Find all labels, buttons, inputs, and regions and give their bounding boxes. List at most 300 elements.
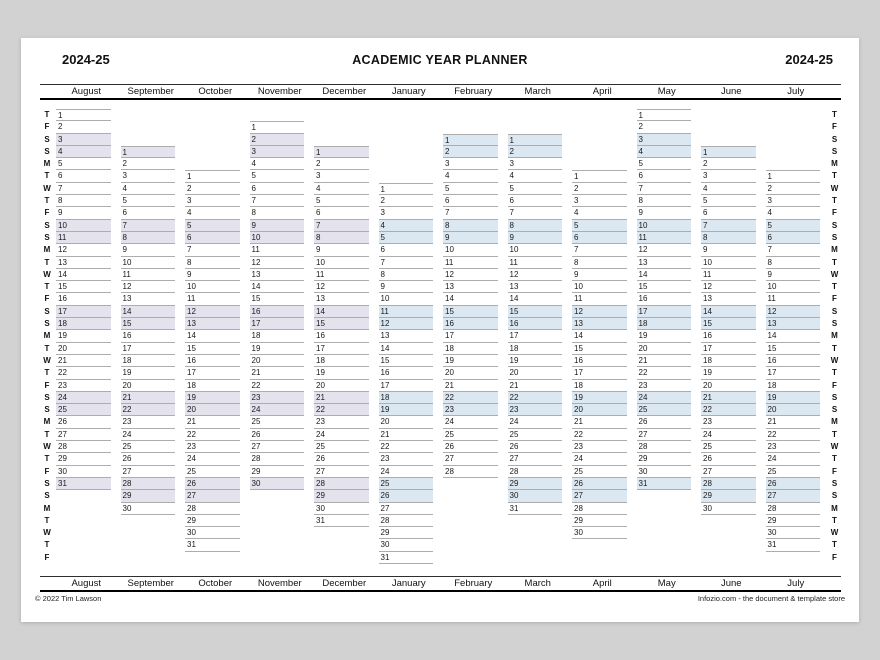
date-cell (506, 269, 571, 281)
date-cell (183, 478, 248, 490)
date-cell (54, 478, 119, 490)
date-number: 5 (638, 159, 643, 169)
date-cell (119, 367, 184, 379)
date-cell (54, 109, 119, 121)
date-number: 28 (187, 503, 196, 513)
day-letter-left: F (44, 466, 50, 476)
date-cell (441, 134, 506, 146)
date-cell (119, 232, 184, 244)
date-number: 1 (316, 147, 321, 157)
date-cell (506, 367, 571, 379)
date-cell (506, 220, 571, 232)
date-number: 30 (380, 540, 390, 550)
date-number: 1 (767, 172, 772, 182)
date-cell (570, 306, 635, 318)
date-number: 14 (445, 294, 454, 304)
date-cell (54, 220, 119, 232)
month-header-august: August (71, 578, 102, 589)
date-cell (183, 453, 248, 465)
date-cell (764, 195, 829, 207)
date-number: 8 (251, 208, 256, 218)
date-cell (54, 453, 119, 465)
date-number: 22 (767, 429, 777, 439)
date-number: 5 (509, 183, 514, 193)
day-letter-left: F (44, 294, 50, 304)
date-cell (377, 293, 442, 305)
day-letter-right: M (831, 417, 838, 427)
date-number: 26 (380, 491, 390, 501)
date-cell (54, 343, 119, 355)
date-number: 12 (380, 319, 390, 329)
date-cell (248, 539, 313, 551)
day-letter-left: T (44, 540, 50, 550)
date-number: 7 (445, 208, 450, 218)
day-letter-right: T (832, 110, 837, 119)
date-cell (635, 490, 700, 502)
day-letter-right: T (832, 368, 837, 378)
date-number: 5 (445, 183, 450, 193)
date-cell (248, 478, 313, 490)
date-number: 9 (509, 232, 514, 242)
date-number: 19 (380, 405, 390, 415)
date-cell (441, 429, 506, 441)
date-cell (119, 146, 184, 158)
date-cell (248, 429, 313, 441)
date-number: 4 (445, 171, 450, 181)
date-number: 19 (187, 392, 196, 402)
date-cell (764, 109, 829, 121)
date-number: 13 (122, 294, 132, 304)
date-number: 15 (509, 306, 519, 316)
date-cell (506, 281, 571, 293)
date-number: 3 (767, 196, 772, 206)
date-cell (248, 490, 313, 502)
date-cell (699, 392, 764, 404)
date-cell (312, 121, 377, 133)
date-cell (764, 158, 829, 170)
date-number: 2 (187, 183, 192, 193)
date-number: 21 (316, 392, 325, 402)
date-number: 15 (445, 306, 454, 316)
date-number: 30 (703, 503, 712, 513)
date-cell (54, 503, 119, 515)
date-number: 2 (380, 196, 385, 206)
date-number: 12 (316, 282, 325, 292)
date-cell (54, 490, 119, 502)
date-number: 4 (509, 171, 514, 181)
date-cell (570, 146, 635, 158)
date-number: 14 (58, 269, 67, 279)
day-letter-left: M (43, 331, 51, 341)
day-letter-right: T (832, 515, 837, 525)
day-letter-right: W (830, 269, 839, 279)
date-number: 19 (703, 368, 712, 378)
date-number: 18 (58, 319, 67, 329)
date-cell (183, 109, 248, 121)
date-cell (119, 306, 184, 318)
date-number: 17 (767, 368, 777, 378)
date-cell (699, 355, 764, 367)
date-cell (248, 281, 313, 293)
date-cell (764, 207, 829, 219)
date-number: 8 (638, 196, 643, 206)
date-number: 29 (638, 454, 648, 464)
date-number: 11 (638, 232, 647, 242)
date-number: 25 (58, 405, 67, 415)
date-cell (699, 293, 764, 305)
date-cell (764, 429, 829, 441)
date-number: 20 (638, 343, 648, 353)
date-cell (699, 490, 764, 502)
date-number: 8 (187, 257, 192, 267)
date-cell (570, 158, 635, 170)
date-number: 24 (703, 429, 712, 439)
date-cell (377, 392, 442, 404)
date-cell (119, 220, 184, 232)
date-number: 9 (574, 269, 579, 279)
date-cell (441, 343, 506, 355)
date-cell (441, 416, 506, 428)
date-cell (441, 453, 506, 465)
date-cell (248, 293, 313, 305)
date-cell (183, 539, 248, 551)
date-cell (312, 552, 377, 564)
date-cell (119, 183, 184, 195)
date-cell (119, 453, 184, 465)
date-cell (441, 367, 506, 379)
date-cell (312, 367, 377, 379)
date-number: 25 (380, 478, 390, 488)
date-number: 19 (251, 343, 261, 353)
date-cell (248, 380, 313, 392)
date-cell (506, 306, 571, 318)
date-number: 20 (509, 368, 519, 378)
date-cell (635, 195, 700, 207)
date-number: 25 (122, 442, 132, 452)
date-cell (699, 343, 764, 355)
date-cell (441, 257, 506, 269)
date-number: 2 (509, 146, 514, 156)
date-number: 24 (574, 454, 583, 464)
date-cell (635, 478, 700, 490)
date-number: 27 (638, 429, 648, 439)
date-cell (248, 158, 313, 170)
date-cell (506, 293, 571, 305)
date-cell (764, 527, 829, 539)
date-cell (183, 515, 248, 527)
day-letter-right: F (832, 294, 837, 304)
date-number: 18 (316, 355, 325, 365)
date-cell (183, 503, 248, 515)
date-cell (699, 539, 764, 551)
date-cell (377, 478, 442, 490)
date-number: 6 (122, 208, 127, 218)
date-number: 13 (638, 257, 648, 267)
day-letter-left: T (44, 196, 50, 206)
date-cell (441, 158, 506, 170)
date-cell (635, 453, 700, 465)
date-number: 3 (445, 159, 450, 169)
day-letter-left: W (43, 183, 51, 193)
date-cell (506, 503, 571, 515)
date-cell (699, 318, 764, 330)
date-cell (312, 220, 377, 232)
date-cell (54, 318, 119, 330)
date-cell (54, 281, 119, 293)
date-number: 7 (187, 245, 192, 255)
date-cell (183, 293, 248, 305)
date-cell (635, 158, 700, 170)
date-cell (570, 330, 635, 342)
date-number: 16 (251, 306, 261, 316)
date-cell (312, 343, 377, 355)
date-number: 8 (703, 232, 708, 242)
date-number: 24 (638, 392, 648, 402)
date-number: 18 (187, 380, 196, 390)
date-cell (764, 466, 829, 478)
date-number: 23 (574, 442, 583, 452)
date-cell (119, 207, 184, 219)
date-cell (119, 257, 184, 269)
date-number: 22 (703, 405, 712, 415)
month-header-row-top (40, 86, 841, 97)
date-cell (506, 441, 571, 453)
month-header-april: April (592, 578, 612, 589)
date-number: 21 (509, 380, 519, 390)
date-cell (570, 392, 635, 404)
date-cell (441, 232, 506, 244)
date-number: 30 (767, 528, 777, 538)
date-cell (441, 170, 506, 182)
date-number: 1 (638, 111, 643, 120)
date-number: 3 (380, 208, 385, 218)
month-header-november: November (257, 578, 302, 589)
date-number: 27 (445, 454, 454, 464)
day-letter-left: S (44, 405, 50, 415)
date-number: 20 (767, 405, 777, 415)
date-cell (54, 355, 119, 367)
date-cell (764, 134, 829, 146)
date-cell (54, 441, 119, 453)
date-cell (764, 244, 829, 256)
date-number: 12 (574, 306, 583, 316)
date-number: 19 (509, 355, 519, 365)
date-cell (570, 404, 635, 416)
day-letter-right: S (831, 220, 838, 230)
date-number: 30 (574, 528, 583, 538)
day-letter-right: S (831, 405, 838, 415)
date-cell (699, 515, 764, 527)
date-cell (183, 146, 248, 158)
date-cell (570, 134, 635, 146)
month-header-september: September (127, 86, 174, 97)
date-number: 16 (445, 319, 454, 329)
day-letter-left: S (44, 220, 50, 230)
date-number: 16 (574, 355, 583, 365)
date-number: 7 (767, 245, 772, 255)
date-cell (119, 134, 184, 146)
date-cell (570, 539, 635, 551)
day-letter-left: W (43, 528, 51, 538)
date-number: 23 (380, 454, 390, 464)
date-number: 6 (445, 196, 450, 206)
date-number: 28 (574, 503, 583, 513)
day-letter-right: S (831, 232, 838, 242)
date-number: 10 (574, 282, 583, 292)
date-number: 11 (316, 269, 325, 279)
date-number: 27 (509, 454, 519, 464)
date-cell (377, 121, 442, 133)
date-cell (312, 281, 377, 293)
date-cell (699, 170, 764, 182)
date-number: 6 (767, 232, 772, 242)
date-number: 18 (380, 392, 390, 402)
date-number: 23 (122, 417, 132, 427)
date-number: 13 (316, 294, 325, 304)
month-header-december: December (322, 86, 367, 97)
date-cell (312, 392, 377, 404)
date-cell (248, 404, 313, 416)
date-cell (54, 207, 119, 219)
day-letter-left: M (43, 159, 51, 169)
date-cell (506, 515, 571, 527)
date-number: 28 (445, 466, 454, 476)
date-number: 14 (251, 282, 261, 292)
date-cell (377, 539, 442, 551)
date-number: 10 (251, 232, 261, 242)
date-cell (312, 195, 377, 207)
date-number: 23 (187, 442, 196, 452)
date-cell (570, 429, 635, 441)
date-number: 10 (445, 245, 454, 255)
date-cell (441, 293, 506, 305)
date-cell (248, 195, 313, 207)
date-cell (570, 244, 635, 256)
date-number: 7 (703, 220, 708, 230)
date-cell (248, 134, 313, 146)
date-cell (183, 466, 248, 478)
date-number: 27 (58, 429, 67, 439)
date-cell (312, 453, 377, 465)
date-number: 11 (187, 294, 196, 304)
date-cell (441, 244, 506, 256)
month-header-march: March (524, 86, 551, 97)
date-number: 25 (703, 442, 712, 452)
date-number: 6 (187, 232, 192, 242)
date-number: 17 (58, 306, 67, 316)
date-number: 14 (574, 331, 583, 341)
date-number: 3 (122, 171, 127, 181)
date-cell (441, 552, 506, 564)
date-cell (635, 269, 700, 281)
date-cell (183, 416, 248, 428)
date-number: 23 (58, 380, 67, 390)
date-number: 12 (703, 282, 712, 292)
date-cell (635, 343, 700, 355)
date-cell (377, 134, 442, 146)
day-letter-left: W (43, 355, 51, 365)
date-cell (377, 220, 442, 232)
date-number: 2 (767, 183, 772, 193)
date-number: 3 (58, 134, 63, 144)
date-cell (54, 466, 119, 478)
date-cell (635, 466, 700, 478)
date-cell (764, 146, 829, 158)
date-cell (54, 330, 119, 342)
date-cell (54, 416, 119, 428)
date-number: 27 (187, 491, 196, 501)
date-cell (506, 392, 571, 404)
planner-grid (40, 109, 841, 564)
date-cell (312, 306, 377, 318)
date-cell (119, 318, 184, 330)
date-number: 5 (380, 232, 385, 242)
date-cell (570, 195, 635, 207)
date-cell (248, 232, 313, 244)
date-cell (54, 146, 119, 158)
date-cell (635, 392, 700, 404)
date-cell (699, 121, 764, 133)
date-number: 8 (574, 257, 579, 267)
date-number: 6 (574, 232, 579, 242)
day-letter-left: T (44, 282, 50, 292)
date-number: 1 (509, 135, 514, 145)
date-number: 3 (187, 196, 192, 206)
date-number: 30 (509, 491, 519, 501)
date-number: 10 (767, 282, 777, 292)
date-number: 21 (187, 417, 196, 427)
day-letter-left: T (44, 257, 50, 267)
page-title: ACADEMIC YEAR PLANNER (352, 53, 528, 67)
date-cell (699, 404, 764, 416)
date-number: 15 (574, 343, 583, 353)
date-cell (506, 134, 571, 146)
date-cell (635, 355, 700, 367)
date-number: 11 (574, 294, 583, 304)
date-cell (312, 293, 377, 305)
date-cell (699, 552, 764, 564)
date-number: 18 (767, 380, 777, 390)
date-number: 9 (316, 245, 321, 255)
date-number: 26 (251, 429, 261, 439)
date-cell (506, 244, 571, 256)
date-cell (441, 515, 506, 527)
day-letter-right: F (832, 208, 837, 218)
date-cell (635, 146, 700, 158)
date-cell (764, 232, 829, 244)
date-cell (183, 552, 248, 564)
date-number: 1 (122, 147, 127, 157)
date-cell (635, 244, 700, 256)
date-cell (377, 404, 442, 416)
date-number: 13 (509, 282, 519, 292)
date-cell (248, 343, 313, 355)
date-cell (764, 170, 829, 182)
date-cell (764, 490, 829, 502)
date-cell (764, 503, 829, 515)
month-header-july: July (787, 578, 805, 589)
date-cell (377, 183, 442, 195)
date-cell (54, 244, 119, 256)
date-cell (248, 527, 313, 539)
date-cell (635, 416, 700, 428)
date-number: 16 (380, 368, 390, 378)
date-cell (441, 330, 506, 342)
date-cell (570, 367, 635, 379)
date-cell (635, 527, 700, 539)
date-cell (635, 232, 700, 244)
date-number: 27 (380, 503, 390, 513)
